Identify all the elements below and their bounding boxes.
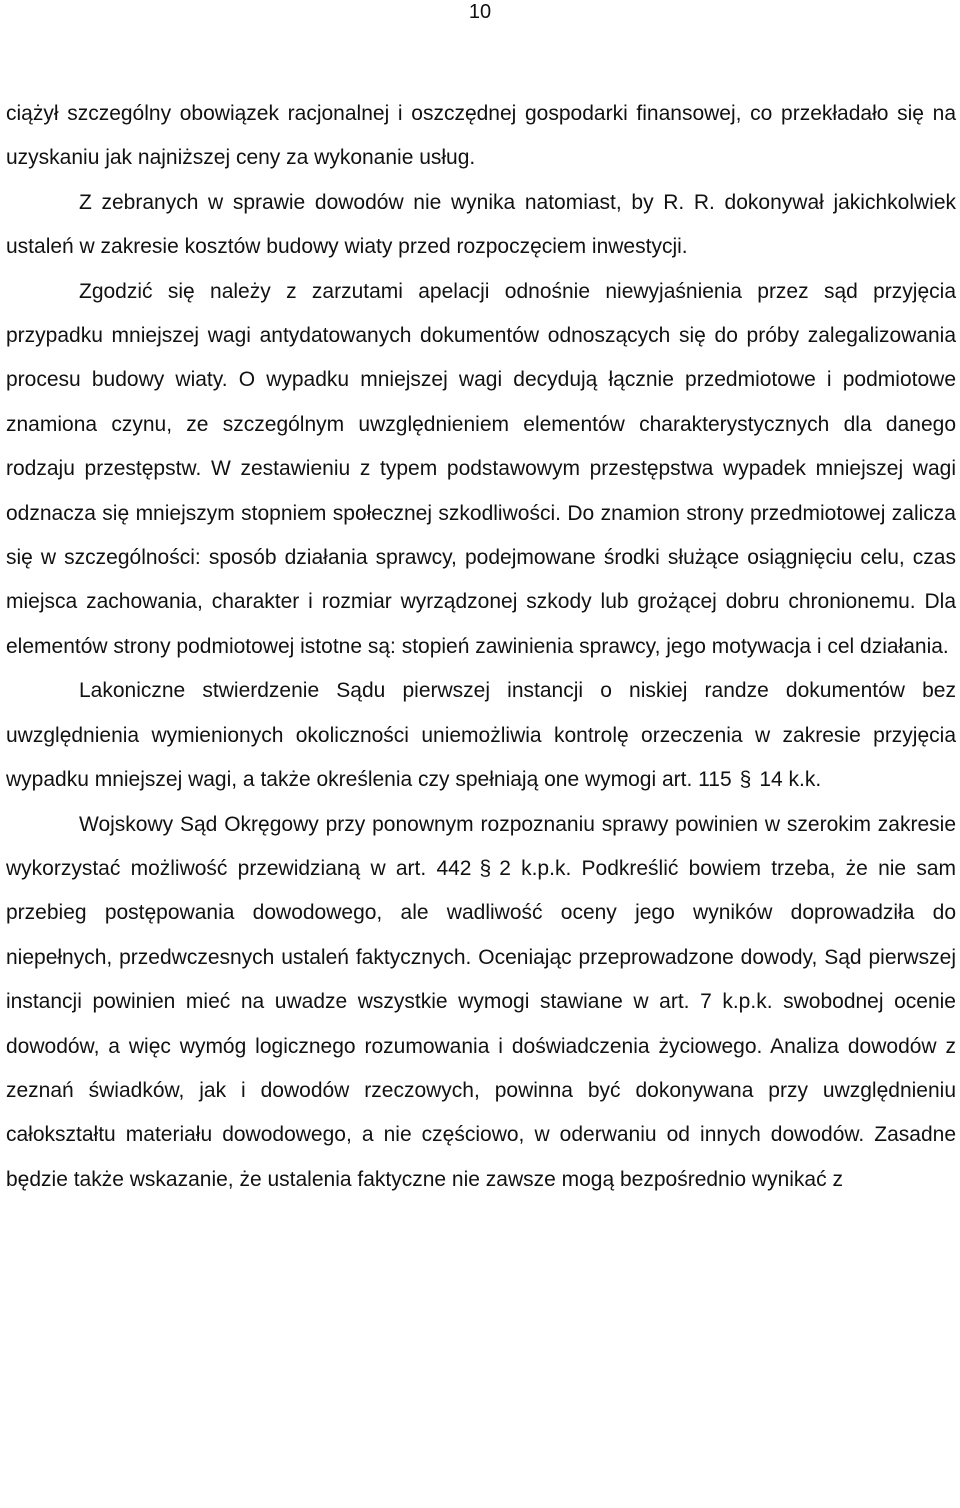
section-sign: § xyxy=(479,856,492,880)
paragraph-2 xyxy=(6,181,956,270)
paragraph-4 xyxy=(6,669,956,802)
paragraph-4-text-before: Lakoniczne stwierdzenie Sądu pierwszej instancji o niskiej randze dokumentów bez uwzględnienia wymienionych okoliczności uniemożliwia kontrolę orzeczenia w zakresie przyjęcia wypadku mniejszej wagi, a także określenia czy spełniają one wymogi art. 115 xyxy=(6,679,956,792)
page-number: 10 xyxy=(468,1,492,23)
paragraph-5-text-after: 2 k.p.k. Podkreślić bowiem trzeba, że nie sam przebieg postępowania dowodowego, ale wadliwość oceny jego wyników doprowadziła do niepełnych, przedwczesnych ustaleń faktycznych. Oceniając przeprowadzone dowody, Sąd pierwszej instancji powinien mieć na uwadze wszystkie wymogi stawiane w art. 7 k.p.k. swobodnej ocenie dowodów, a więc wymóg logicznego rozumowania i doświadczenia życiowego. Analiza dowodów z zeznań świadków, jak i dowodów rzeczowych, powinna być dokonywana przy uwzględnieniu całokształtu materiału dowodowego, a nie częściowo, w oderwaniu od innych dowodów. Zasadne będzie także wskazanie, że ustalenia faktyczne nie zawsze mogą bezpośrednio wynikać z xyxy=(6,856,957,1191)
paragraph-3 xyxy=(6,270,956,670)
paragraph-1 xyxy=(6,92,956,181)
paragraph-2-text: Z zebranych w sprawie dowodów nie wynika natomiast, by R. R. dokonywał jakichkolwiek ustaleń w zakresie kosztów budowy wiaty przed rozpoczęciem inwestycji. xyxy=(6,190,956,259)
document-body xyxy=(6,92,956,1202)
section-sign: § xyxy=(739,768,752,792)
paragraph-3-text: Zgodzić się należy z zarzutami apelacji odnośnie niewyjaśnienia przez sąd przyjęcia przypadku mniejszej wagi antydatowanych dokumentów odnoszących się do próby zalegalizowania procesu budowy wiaty. O wypadku mniejszej wagi decydują łącznie przedmiotowe i podmiotowe znamiona czynu, ze szczególnym uwzględnieniem elementów charakterystycznych dla danego rodzaju przestępstw. W zestawieniu z typem podstawowym przestępstwa wypadek mniejszej wagi odznacza się mniejszym stopniem społecznej szkodliwości. Do znamion strony przedmiotowej zalicza się w szczególności: sposób działania sprawcy, podejmowane środki służące osiągnięciu celu, czas miejsca zachowania, charakter i rozmiar wyrządzonej szkody lub grożącej dobru chronionemu. Dla elementów strony podmiotowej istotne są: stopień zawinienia sprawcy, jego motywacja i cel działania. xyxy=(6,279,956,658)
paragraph-5-text-before: Wojskowy Sąd Okręgowy przy ponownym rozpoznaniu sprawy powinien w szerokim zakresie wykorzystać możliwość przewidzianą w art. 442 xyxy=(6,812,956,880)
paragraph-5 xyxy=(6,803,956,1203)
paragraph-4-text-after: 14 k.k. xyxy=(759,768,822,792)
paragraph-1-text: ciążył szczególny obowiązek racjonalnej i oszczędnej gospodarki finansowej, co przekładało się na uzyskaniu jak najniższej ceny za wykonanie usług. xyxy=(6,102,956,170)
